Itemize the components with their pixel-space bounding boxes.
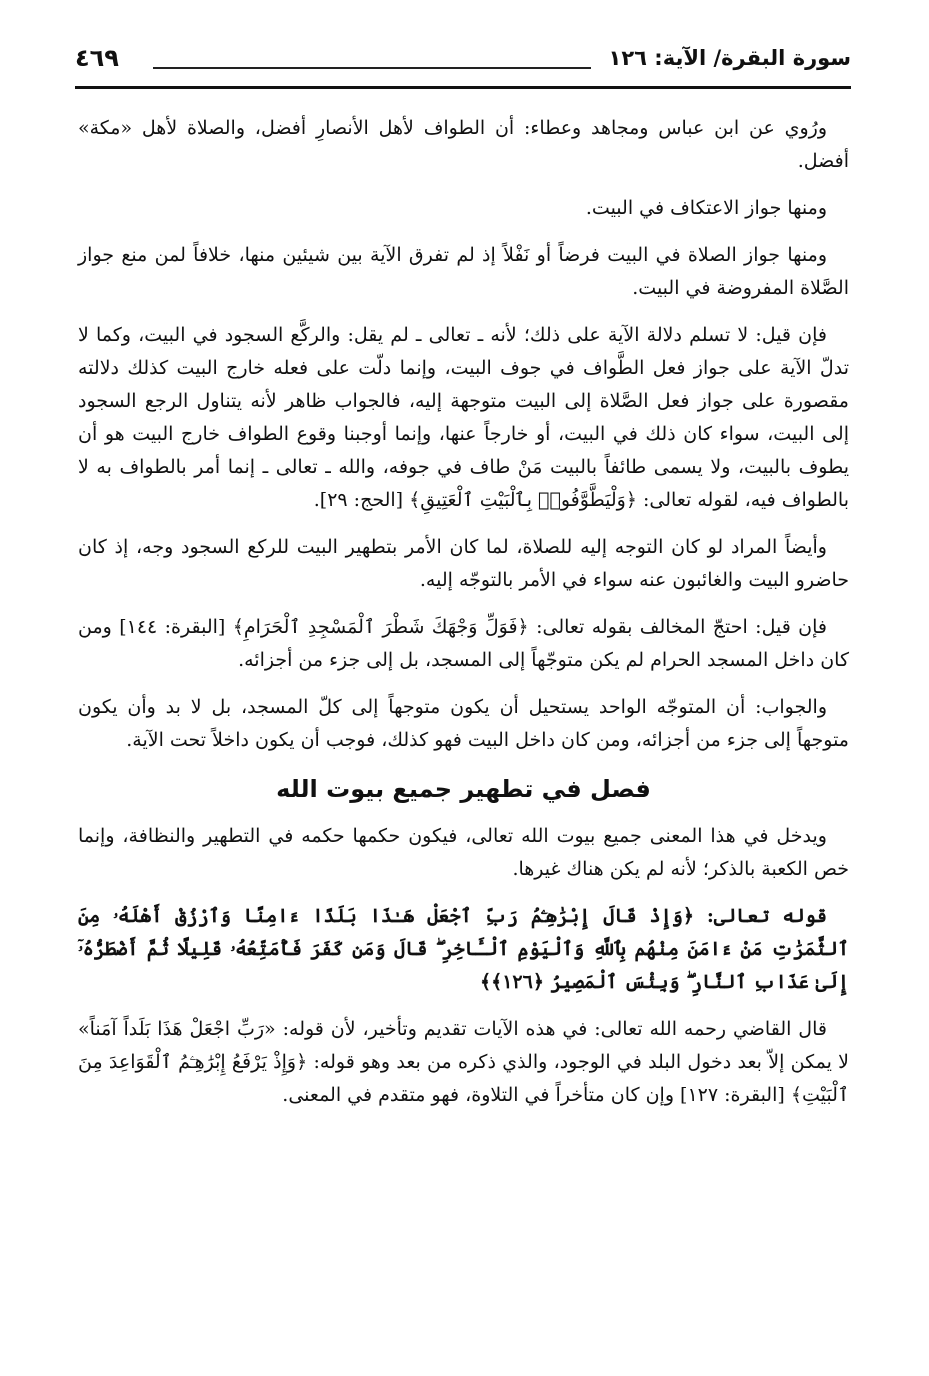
- paragraph: والجواب: أن المتوجّه الواحد يستحيل أن يكون متوجهاً إلى كلّ المسجد، بل لا بد وأن يكون متوجهاً إلى جزء من أجزائه، ومن كان داخل البيت فهو كذلك، فوجب أن يكون داخلاً تحت الآية.: [78, 696, 849, 751]
- page-number: ٤٦٩: [75, 44, 119, 72]
- section-heading: فصل في تطهير جميع بيوت الله: [276, 775, 651, 803]
- body-text: [78, 112, 849, 1126]
- header-rule: [75, 86, 851, 89]
- header-dash-line: [153, 67, 591, 69]
- verse-paragraph: قوله تعالى: ﴿وَإِذْ قَالَ إِبْرَٰهِـۧمُ رَبِّ ٱجْعَلْ هَـٰذَا بَلَدًا ءَامِنًا وَٱرْزُقْ أَهْلَهُۥ مِنَ ٱلثَّمَرَٰتِ مَنْ ءَامَنَ مِنْهُم بِٱللَّهِ وَٱلْيَوْمِ ٱلْـَٔاخِرِ ۖ قَالَ وَمَن كَفَرَ فَأُمَتِّعُهُۥ قَلِيلًا ثُمَّ أَضْطَرُّهُۥٓ إِلَىٰ عَذَابِ ٱلنَّارِ ۖ وَبِئْسَ ٱلْمَصِيرُ ﴿١٢٦﴾﴾: [78, 905, 849, 993]
- paragraph: ومنها جواز الاعتكاف في البيت.: [585, 197, 827, 219]
- paragraph: قال القاضي رحمه الله تعالى: في هذه الآيات تقديم وتأخير، لأن قوله: «رَبِّ اجْعَلْ هَذَا بَلَداً آمَناً» لا يمكن إلاّ بعد دخول البلد في الوجود، والذي ذكره من بعد وهو قوله: ﴿وَإِذْ يَرْفَعُ إِبْرَٰهِـۧمُ ٱلْقَوَاعِدَ مِنَ ٱلْبَيْتِ﴾ [البقرة: ١٢٧] وإن كان متأخراً في التلاوة، فهو متقدم في المعنى.: [78, 1018, 849, 1106]
- paragraph: ويدخل في هذا المعنى جميع بيوت الله تعالى، فيكون حكمها حكمه في التطهير والنظافة، وإنما خص الكعبة بالذكر؛ لأنه لم يكن هناك غيرها.: [78, 825, 849, 880]
- paragraph: فإن قيل: احتجّ المخالف بقوله تعالى: ﴿فَوَلِّ وَجْهَكَ شَطْرَ ٱلْمَسْجِدِ ٱلْحَرَامِ﴾ [البقرة: ١٤٤] ومن كان داخل المسجد الحرام لم يكن متوجّهاً إلى المسجد، بل إلى جزء من أجزائه.: [78, 616, 849, 671]
- paragraph: فإن قيل: لا تسلم دلالة الآية على ذلك؛ لأنه ـ تعالى ـ لم يقل: والركَّع السجود في البيت، وكما لا تدلّ الآية على جواز فعل الطَّواف في جوف البيت، وإنما دلّت على فعله خارج البيت كذلك دلالته مقصورة على جواز فعل الصَّلاة إلى البيت متوجهة إليه، فالجواب ظاهر لأنه يتناول الرجع السجود إلى البيت، سواء كان ذلك في البيت، أو خارجاً عنها، وإنما أوجبنا وقوع الطواف خارج البيت هو أن يطوف بالبيت، ولا يسمى طائفاً بالبيت مَنْ طاف في جوفه، والله ـ تعالى ـ إنما أمر بالطواف به لا بالطواف فيه، لقوله تعالى: ﴿وَلْيَطَّوَّفُوا۟ بِٱلْبَيْتِ ٱلْعَتِيقِ﴾ [الحج: ٢٩].: [78, 324, 849, 511]
- paragraph: ومنها جواز الصلاة في البيت فرضاً أو نَفْلاً إذ لم تفرق الآية بين شيئين منها، خلافاً لمن منع جواز الصَّلاة المفروضة في البيت.: [78, 244, 849, 299]
- page-header: [75, 42, 851, 90]
- paragraph: ورُوي عن ابن عباس ومجاهد وعطاء: أن الطواف لأهل الأنصارِ أفضل، والصلاة لأهل «مكة» أفضل.: [78, 117, 849, 172]
- running-title: سورة البقرة/ الآية: ١٢٦: [608, 46, 851, 70]
- paragraph: وأيضاً المراد لو كان التوجه إليه للصلاة، لما كان الأمر بتطهير البيت للركع السجود وجه، إذ كان حاضرو البيت والغائبون عنه سواء في الأمر بالتوجّه إليه.: [78, 536, 849, 591]
